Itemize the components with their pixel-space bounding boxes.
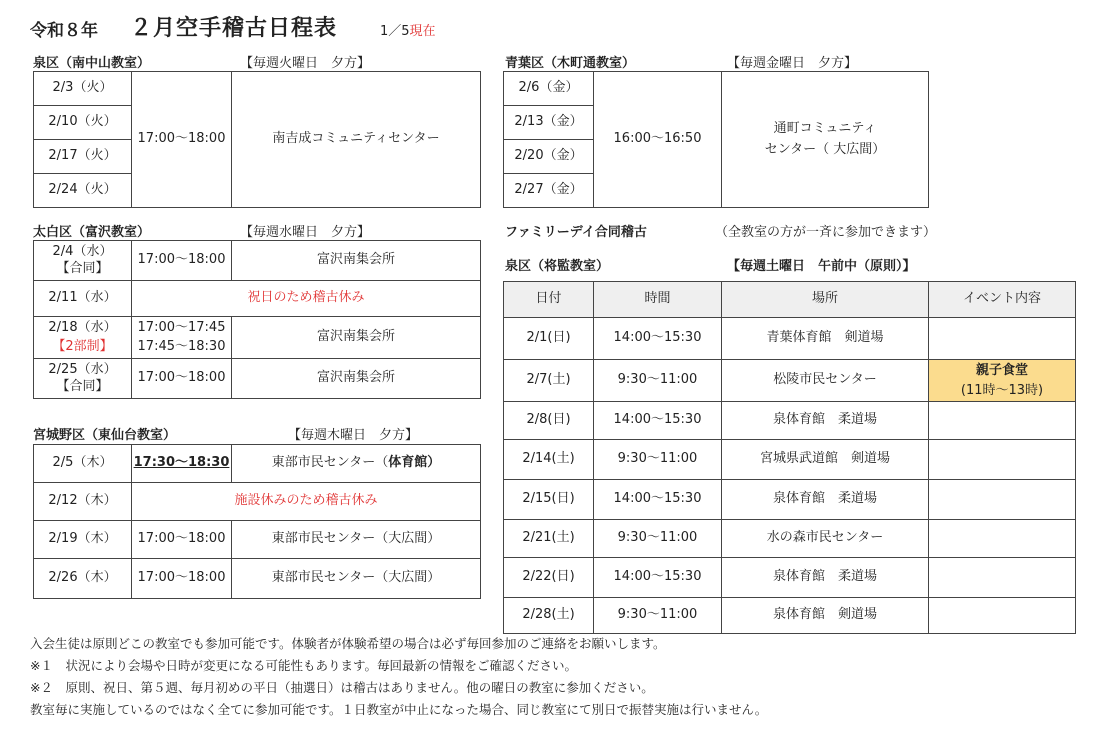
table-cell-time: 17:00～18:00 <box>132 359 232 399</box>
table-cell-place: 泉体育館 柔道場 <box>722 558 929 598</box>
table-row <box>504 480 1076 520</box>
event-time: (11時～13時) <box>960 382 1044 398</box>
table-cell-place: 宮城県武道館 剣道場 <box>722 440 929 480</box>
table-cell-event <box>929 598 1076 634</box>
table-row <box>504 440 1076 480</box>
table-cell-date: 2/6（金） <box>504 72 594 106</box>
date-note: 【合同】 <box>56 260 109 276</box>
table-row <box>34 241 481 281</box>
note-line: 教室毎に実施しているのではなく全てに参加可能です。１日教室が中止になった場合、同じ教室にて別日で振替実施は行いません。 <box>30 702 768 717</box>
aoba-title: 青葉区（木町通教室） <box>505 56 636 71</box>
table-cell-place: 富沢南集会所 <box>232 359 481 399</box>
table-cell-time: 14:00～15:30 <box>594 318 722 360</box>
table-row <box>504 558 1076 598</box>
table-cell-date: 2/22(日) <box>504 558 594 598</box>
place-text: 東部市民センター（ <box>271 455 389 471</box>
table-cell-date <box>34 359 132 399</box>
izumi-minami-schedule: 【毎週火曜日 夕方】 <box>240 56 371 71</box>
footnotes <box>30 633 767 721</box>
table-cell-time: 9:30～11:00 <box>594 520 722 558</box>
table-cell-date: 2/12（木） <box>34 483 132 521</box>
table-cell-place: 泉体育館 剣道場 <box>722 598 929 634</box>
date-text: 2/25（水） <box>48 362 117 378</box>
column-header-time: 時間 <box>594 282 722 318</box>
as-of-date-value: 1／5 <box>380 24 410 39</box>
table-cell-date: 2/5（木） <box>34 445 132 483</box>
table-row <box>504 402 1076 440</box>
table-cell-date: 2/19（木） <box>34 521 132 559</box>
table-row <box>504 520 1076 558</box>
miyagino-title: 宮城野区（東仙台教室） <box>33 428 177 443</box>
table-cell-date: 2/27（金） <box>504 174 594 208</box>
table-cell-event-highlight <box>929 360 1076 402</box>
table-row <box>504 598 1076 634</box>
date-note: 【合同】 <box>56 378 109 394</box>
table-cell-event <box>929 520 1076 558</box>
note-line: 入会生徒は原則どこの教室でも参加可能です。体験者が体験希望の場合は必ず毎回参加のご連絡をお願いします。 <box>30 636 666 651</box>
table-cell-time: 17:00～18:00 <box>132 72 232 208</box>
table-cell-date: 2/24（火） <box>34 174 132 208</box>
note-line: ※２ 原則、祝日、第５週、毎月初めの平日（抽選日）は稽古はありません。他の曜日の教室に参加ください。 <box>30 680 654 695</box>
table-cell-place: 泉体育館 柔道場 <box>722 402 929 440</box>
izumi-minami-table <box>33 71 481 208</box>
miyagino-schedule: 【毎週木曜日 夕方】 <box>288 428 419 443</box>
family-day-title: ファミリーデイ合同稽古 <box>505 225 647 240</box>
note-line: ※１ 状況により会場や日時が変更になる可能性もあります。毎回最新の情報をご確認ください。 <box>30 658 577 673</box>
as-of-date <box>380 20 436 39</box>
time-part-2: 17:45～18:30 <box>137 338 226 354</box>
table-cell-place: 青葉体育館 剣道場 <box>722 318 929 360</box>
table-cell-place: 東部市民センター（大広間） <box>232 521 481 559</box>
table-row <box>34 359 481 399</box>
time-part-1: 17:00～17:45 <box>137 319 226 335</box>
holiday-notice: 施設休みのため稽古休み <box>132 483 481 521</box>
table-cell-place: 松陵市民センター <box>722 360 929 402</box>
taihaku-table <box>33 240 481 399</box>
table-cell-date: 2/11（水） <box>34 281 132 317</box>
table-cell-time: 14:00～15:30 <box>594 402 722 440</box>
table-cell-time: 9:30～11:00 <box>594 598 722 634</box>
holiday-notice: 祝日のため稽古休み <box>132 281 481 317</box>
table-cell-time: 9:30～11:00 <box>594 440 722 480</box>
table-cell-time: 17:00～18:00 <box>132 521 232 559</box>
table-cell-date: 2/10（火） <box>34 106 132 140</box>
table-cell-time: 17:30～18:30 <box>132 445 232 483</box>
table-cell-date: 2/8(日) <box>504 402 594 440</box>
table-cell-time: 9:30～11:00 <box>594 360 722 402</box>
taihaku-schedule: 【毎週水曜日 夕方】 <box>240 225 371 240</box>
table-cell-date: 2/28(土) <box>504 598 594 634</box>
table-cell-date: 2/15(日) <box>504 480 594 520</box>
table-cell-date <box>34 241 132 281</box>
date-text: 2/18（水） <box>48 319 117 335</box>
izumi-shogen-table <box>503 281 1076 634</box>
miyagino-table <box>33 444 481 599</box>
table-cell-place <box>722 72 929 208</box>
table-cell-time: 16:00～16:50 <box>594 72 722 208</box>
table-cell-time: 14:00～15:30 <box>594 558 722 598</box>
table-cell-place: 富沢南集会所 <box>232 317 481 359</box>
table-row <box>34 559 481 599</box>
date-note: 【2部制】 <box>52 338 113 354</box>
date-text: 2/4（水） <box>52 244 113 260</box>
column-header-place: 場所 <box>722 282 929 318</box>
table-cell-event <box>929 318 1076 360</box>
izumi-shogen-schedule: 【毎週土曜日 午前中（原則）】 <box>727 259 916 274</box>
column-header-event: イベント内容 <box>929 282 1076 318</box>
table-cell-date: 2/3（火） <box>34 72 132 106</box>
table-cell-date: 2/17（火） <box>34 140 132 174</box>
table-cell-time: 14:00～15:30 <box>594 480 722 520</box>
table-header-row <box>504 282 1076 318</box>
table-row <box>504 318 1076 360</box>
table-cell-event <box>929 440 1076 480</box>
table-cell-event <box>929 558 1076 598</box>
table-cell-date: 2/20（金） <box>504 140 594 174</box>
table-row <box>34 317 481 359</box>
table-cell-date: 2/1(日) <box>504 318 594 360</box>
taihaku-title: 太白区（富沢教室） <box>33 225 151 240</box>
table-cell-time: 17:00～18:00 <box>132 559 232 599</box>
family-day-note: （全教室の方が一斉に参加できます） <box>715 225 937 240</box>
aoba-table <box>503 71 929 208</box>
table-cell-date: 2/13（金） <box>504 106 594 140</box>
event-title: 親子食堂 <box>975 363 1028 378</box>
place-line-1: 通町コミュニティ <box>773 120 877 136</box>
place-text-bold: 体育館 <box>388 455 428 471</box>
table-cell-place: 泉体育館 柔道場 <box>722 480 929 520</box>
table-cell-event <box>929 480 1076 520</box>
izumi-shogen-title: 泉区（将監教室） <box>505 259 610 274</box>
place-text-end: ） <box>427 455 441 471</box>
table-row <box>34 521 481 559</box>
table-cell-place <box>232 445 481 483</box>
table-cell-event <box>929 402 1076 440</box>
table-row <box>34 483 481 521</box>
aoba-schedule: 【毎週金曜日 夕方】 <box>727 56 858 71</box>
table-row <box>504 360 1076 402</box>
table-cell-date <box>34 317 132 359</box>
izumi-minami-title: 泉区（南中山教室） <box>33 56 151 71</box>
table-cell-time <box>132 317 232 359</box>
place-line-2: センター（ 大広間） <box>764 141 886 157</box>
year-label: 令和８年 <box>30 21 98 41</box>
table-cell-date: 2/26（木） <box>34 559 132 599</box>
table-cell-place: 南吉成コミュニティセンター <box>232 72 481 208</box>
table-row <box>34 445 481 483</box>
table-cell-time: 17:00～18:00 <box>132 241 232 281</box>
table-cell-date: 2/21(土) <box>504 520 594 558</box>
table-cell-place: 東部市民センター（大広間） <box>232 559 481 599</box>
table-cell-place: 水の森市民センター <box>722 520 929 558</box>
column-header-date: 日付 <box>504 282 594 318</box>
table-cell-date: 2/14(土) <box>504 440 594 480</box>
table-cell-date: 2/7(土) <box>504 360 594 402</box>
as-of-date-suffix: 現在 <box>409 24 436 39</box>
table-row <box>34 281 481 317</box>
page-title: ２月空手稽古日程表 <box>130 16 338 41</box>
table-cell-place: 富沢南集会所 <box>232 241 481 281</box>
